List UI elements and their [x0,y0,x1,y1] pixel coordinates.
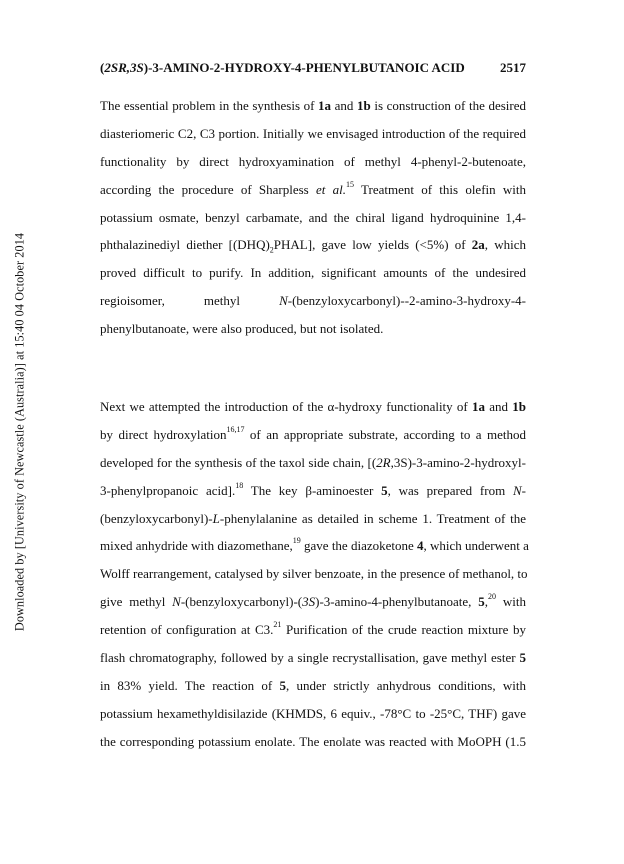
running-header [100,60,526,76]
page-number: 2517 [500,60,526,75]
text-line: the corresponding potassium enolate. The enolate was reacted with MoOPH (1.5 [100,733,526,749]
text-line: phenylbutanoate, were also produced, but not isolated. [100,321,384,337]
text-line: regioisomer, methyl N-(benzyloxycarbonyl)--2-amino-3-hydroxy-4- [100,293,526,309]
text-line: give methyl N-(benzyloxycarbonyl)-(3S)-3-amino-4-phenylbutanoate, 5,20 with [100,592,526,610]
text-line: by direct hydroxylation$^{16,17}$ of an appropriate substrate, according to a method [100,424,526,442]
text-line: in 83% yield. The reaction of 5, under strictly anhydrous conditions, with [100,677,527,693]
text-line: diasteriomeric C2, C3 portion. Initially we envisaged introduction of the required [100,125,526,141]
text-line: Wolff rearrangement, catalysed by silver benzoate, in the presence of methanol, to [100,566,528,582]
text-line: proved difficult to purify. In addition, significant amounts of the undesired [100,265,526,281]
download-watermark: Downloaded by [University of Newcastle (Australia)] at 15:40 04 October 2014 [12,232,27,632]
text-line: The essential problem in the synthesis of 1a and 1b is construction of the desired [100,98,526,113]
text-line: phthalazinediyl diether $[(DHQ)_2PHAL]$, gave low yields (<5%) of 2a, which [100,237,526,256]
text-line: Next we attempted the introduction of the α-hydroxy functionality of 1a and 1b [100,399,526,414]
paragraph-1 [100,92,526,343]
text-line: mixed anhydride with diazomethane,$^{19}$ gave the diazoketone 4, which underwent a [100,536,529,554]
paragraph-2 [100,393,529,756]
text-line: (benzyloxycarbonyl)-L-phenylalanine as detailed in scheme 1. Treatment of the [100,510,526,526]
text-line: developed for the synthesis of the taxol side chain, [(2R,3S)-3-amino-2-hydroxyl- [100,454,526,470]
text-line: retention of configuration at C3.21 Purification of the crude reaction mixture by [100,620,526,638]
text-line: functionality by direct hydroxyamination of methyl 4-phenyl-2-butenoate, [100,153,526,169]
text-line: potassium hexamethyldisilazide (KHMDS, 6 equiv., -78°C to -25°C, THF) gave [100,705,526,721]
text-line: potassium osmate, benzyl carbamate, and the chiral ligand hydroquinine 1,4- [100,209,526,225]
text-line: flash chromatography, followed by a single recrystallisation, gave methyl ester 5 [100,650,526,666]
text-line: according the procedure of Sharpless et al.$^{15}$ Treatment of this olefin with [100,179,526,197]
text-line: 3-phenylpropanoic acid].$^{18}$ The key β-aminoester 5, was prepared from N- [100,480,526,498]
header-title: (2SR,3S)-3-AMINO-2-HYDROXY-4-PHENYLBUTANOIC ACID [100,60,465,75]
